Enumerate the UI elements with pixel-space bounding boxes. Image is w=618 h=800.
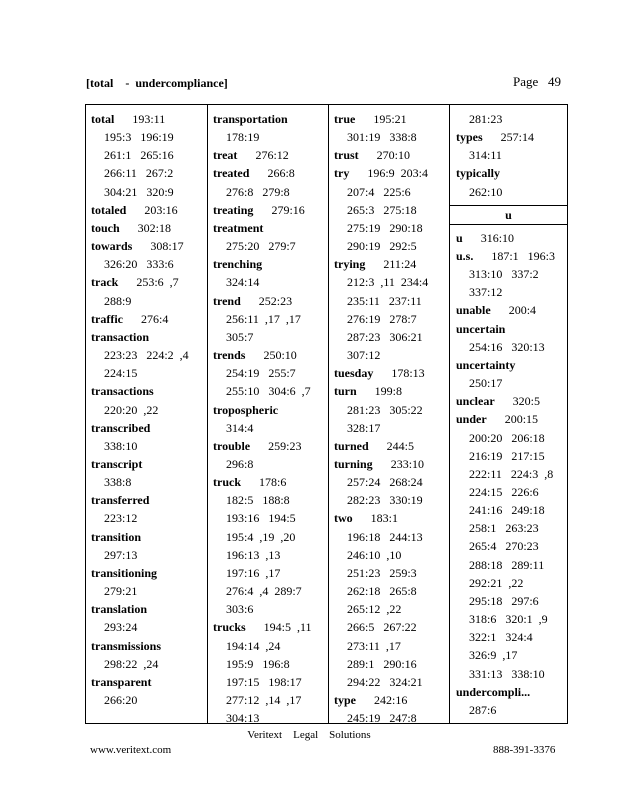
entry-headline xyxy=(456,683,567,701)
entry-term: tuesday xyxy=(334,366,374,381)
index-entry xyxy=(334,364,449,382)
index-entry xyxy=(91,201,207,219)
entry-first-ref: 257:14 xyxy=(500,130,535,145)
entry-term: trends xyxy=(213,348,246,363)
entry-headline xyxy=(213,110,328,128)
entry-headline xyxy=(91,673,207,691)
entry-first-ref: 183:1 xyxy=(370,511,399,526)
entry-first-ref: 200:4 xyxy=(508,303,537,318)
index-entry xyxy=(334,691,449,723)
index-entry xyxy=(91,491,207,527)
entry-refs: 337:12 xyxy=(469,285,503,300)
entry-headline xyxy=(91,382,207,400)
index-entry xyxy=(456,392,567,410)
entry-refs: 289:1 290:16 xyxy=(347,656,417,671)
entry-refs: 246:10 ,10 xyxy=(347,547,402,562)
index-entry xyxy=(334,509,449,691)
entry-headline xyxy=(91,219,207,237)
entry-first-ref: 211:24 xyxy=(383,257,417,272)
entry-term: type xyxy=(334,693,356,707)
entry-refs: 324:14 xyxy=(226,275,260,290)
index-entry xyxy=(456,683,567,719)
index-entry xyxy=(456,356,567,392)
index-entry xyxy=(334,255,449,364)
entry-refs: 338:8 xyxy=(104,475,132,490)
entry-refs: 281:23 305:22 xyxy=(347,402,423,417)
footer-phone: 888-391-3376 xyxy=(493,744,556,756)
index-entry xyxy=(213,473,328,618)
entry-first-ref: 194:5 ,11 xyxy=(263,620,312,635)
entry-refs: 216:19 217:15 xyxy=(469,448,545,463)
entry-refs: 241:16 249:18 xyxy=(469,503,545,518)
entry-refs: 257:24 268:24 xyxy=(347,475,423,490)
entry-refs: 290:19 292:5 xyxy=(347,239,417,254)
entry-refs: 223:23 224:2 ,4 xyxy=(104,348,189,363)
entry-headline xyxy=(91,637,207,655)
entry-refs: 276:8 279:8 xyxy=(226,184,290,199)
entry-term: treat xyxy=(213,148,238,163)
entry-refs: 222:11 224:3 ,8 xyxy=(469,466,554,481)
entry-first-ref: 196:9 203:4 xyxy=(367,166,428,181)
entry-headline xyxy=(334,455,449,473)
entry-term: uncertainty xyxy=(456,357,516,372)
entry-term: totaled xyxy=(91,202,127,217)
index-entry xyxy=(456,247,567,301)
entry-refs: 266:11 267:2 xyxy=(104,166,174,181)
entry-first-ref: 203:16 xyxy=(144,202,178,217)
entry-refs: 328:17 xyxy=(347,420,381,435)
entry-refs: 207:4 225:6 xyxy=(347,184,411,199)
entry-first-ref: 178:13 xyxy=(391,366,425,381)
entry-first-ref: 200:15 xyxy=(504,412,539,427)
index-entry xyxy=(91,419,207,455)
entry-refs: 245:19 247:8 xyxy=(347,711,417,723)
entry-headline xyxy=(91,273,207,291)
index-entry xyxy=(334,437,449,455)
entry-term: typically xyxy=(456,166,500,181)
footer-company: Veritext Legal Solutions xyxy=(247,729,371,741)
index-entry xyxy=(91,673,207,709)
entry-refs: 331:13 338:10 xyxy=(469,666,545,681)
entry-refs: 197:16 ,17 xyxy=(226,565,281,580)
entry-refs: 275:20 279:7 xyxy=(226,239,296,254)
index-entry xyxy=(91,310,207,328)
index-entry xyxy=(213,346,328,400)
entry-term: translation xyxy=(91,602,148,617)
entry-refs: 296:8 xyxy=(226,456,254,471)
entry-headline xyxy=(456,128,567,146)
entry-term: trouble xyxy=(213,438,251,453)
entry-term: try xyxy=(334,166,350,181)
entry-term: transmissions xyxy=(91,638,162,653)
entry-term: u.s. xyxy=(456,248,474,263)
entry-refs: 305:7 xyxy=(226,329,254,344)
entry-first-ref: 233:10 xyxy=(390,456,425,471)
entry-term: undercompli... xyxy=(456,684,531,699)
entry-term: turning xyxy=(334,456,373,471)
entry-refs: 261:1 265:16 xyxy=(104,148,174,163)
entry-refs: 265:3 275:18 xyxy=(347,202,417,217)
entry-first-ref: 266:8 xyxy=(267,166,295,181)
entry-refs: 288:9 xyxy=(104,293,132,308)
entry-headline xyxy=(456,229,567,247)
entry-refs: 292:21 ,22 xyxy=(469,575,524,590)
index-entry xyxy=(213,401,328,437)
index-entry xyxy=(334,164,449,255)
index-entry xyxy=(91,328,207,382)
letter-divider: u xyxy=(450,205,567,225)
index-entry xyxy=(456,320,567,356)
entry-headline xyxy=(456,301,567,319)
index-entry xyxy=(456,164,567,200)
entry-term: transitioning xyxy=(91,565,158,580)
index-entry xyxy=(213,201,328,219)
entry-term: track xyxy=(91,275,119,290)
entry-headline xyxy=(334,255,449,273)
entry-term: trend xyxy=(213,293,241,308)
entry-refs: 294:22 324:21 xyxy=(347,674,423,689)
entry-refs: 314:4 xyxy=(226,420,254,435)
entry-headline xyxy=(91,419,207,437)
entry-headline xyxy=(213,473,328,491)
entry-headline xyxy=(91,600,207,618)
entry-headline xyxy=(213,292,328,310)
entry-headline xyxy=(91,237,207,255)
entry-headline xyxy=(213,201,328,219)
entry-headline xyxy=(334,164,449,182)
entry-term: trust xyxy=(334,148,359,163)
entry-term: transactions xyxy=(91,384,154,399)
entry-term: treated xyxy=(213,166,250,181)
entry-refs: 195:3 196:19 xyxy=(104,130,174,145)
entry-refs: 298:22 ,24 xyxy=(104,656,159,671)
index-range: [total - undercompliance] xyxy=(86,76,228,90)
entry-refs: 276:19 278:7 xyxy=(347,311,417,326)
entry-term: transferred xyxy=(91,493,150,508)
entry-refs: 265:4 270:23 xyxy=(469,539,539,554)
entry-term: transcript xyxy=(91,456,143,471)
entry-headline xyxy=(213,219,328,237)
entry-refs: 193:16 194:5 xyxy=(226,511,296,526)
entry-refs: 220:20 ,22 xyxy=(104,402,159,417)
page-number: Page 49 xyxy=(513,74,562,89)
entry-refs: 195:4 ,19 ,20 xyxy=(226,529,296,544)
entry-refs: 235:11 237:11 xyxy=(347,293,422,308)
entry-first-ref: 320:5 xyxy=(512,394,541,409)
entry-refs: 277:12 ,14 ,17 xyxy=(226,693,302,707)
entry-headline xyxy=(213,437,328,455)
entry-refs: 178:19 xyxy=(226,130,260,145)
index-entry xyxy=(213,164,328,200)
entry-refs: 273:11 ,17 xyxy=(347,638,401,653)
entry-headline xyxy=(213,255,328,273)
entry-headline xyxy=(456,320,567,338)
index-entry xyxy=(456,410,567,682)
index-entry xyxy=(334,455,449,509)
entry-refs: 307:12 xyxy=(347,348,381,363)
entry-refs: 223:12 xyxy=(104,511,138,526)
index-entry xyxy=(334,146,449,164)
entry-first-ref: 250:10 xyxy=(263,348,297,363)
entry-refs: 197:15 198:17 xyxy=(226,674,302,689)
index-entry xyxy=(91,382,207,418)
entry-refs: 266:5 267:22 xyxy=(347,620,417,635)
entry-headline xyxy=(456,247,567,265)
entry-headline xyxy=(91,455,207,473)
entry-headline xyxy=(213,401,328,419)
entry-first-ref: 244:5 xyxy=(386,438,415,453)
entry-headline xyxy=(91,310,207,328)
entry-term: uncertain xyxy=(456,321,506,336)
index-column-1 xyxy=(86,105,207,723)
index-entry xyxy=(213,618,328,723)
entry-headline xyxy=(334,364,449,382)
entry-term: types xyxy=(456,130,483,145)
entry-refs: 303:6 xyxy=(226,602,254,617)
entry-term: treatment xyxy=(213,220,264,235)
entry-headline xyxy=(213,164,328,182)
entry-refs: 258:1 263:23 xyxy=(469,521,539,536)
entry-refs: 254:19 255:7 xyxy=(226,366,296,381)
entry-headline xyxy=(91,201,207,219)
entry-refs: 338:10 xyxy=(104,438,138,453)
entry-refs: 281:23 xyxy=(469,112,503,126)
entry-headline xyxy=(213,346,328,364)
index-entry xyxy=(91,564,207,600)
entry-refs: 224:15 xyxy=(104,366,138,381)
entry-refs: 254:16 320:13 xyxy=(469,339,545,354)
entry-first-ref: 195:21 xyxy=(373,112,407,126)
index-entry xyxy=(91,528,207,564)
entry-term: under xyxy=(456,412,487,427)
entry-refs: 287:23 306:21 xyxy=(347,329,423,344)
entry-term: truck xyxy=(213,475,241,490)
entry-refs: 182:5 188:8 xyxy=(226,493,290,508)
entry-headline xyxy=(456,164,567,182)
index-entry xyxy=(91,600,207,636)
index-entry xyxy=(456,128,567,164)
entry-term: total xyxy=(91,112,115,126)
entry-first-ref: 270:10 xyxy=(376,148,411,163)
entry-headline xyxy=(213,618,328,636)
entry-refs: 256:11 ,17 ,17 xyxy=(226,311,301,326)
entry-first-ref: 308:17 xyxy=(150,239,184,254)
entry-term: trenching xyxy=(213,257,263,272)
entry-headline xyxy=(91,110,207,128)
entry-term: u xyxy=(456,230,463,245)
entry-headline xyxy=(334,110,449,128)
index-entry xyxy=(334,110,449,146)
entry-refs: 255:10 304:6 ,7 xyxy=(226,384,311,399)
entry-headline xyxy=(334,691,449,709)
entry-term: treating xyxy=(213,202,254,217)
entry-refs: 293:24 xyxy=(104,620,138,635)
index-entry xyxy=(334,382,449,436)
entry-refs: 251:23 259:3 xyxy=(347,565,417,580)
index-column-2 xyxy=(207,105,328,723)
entry-refs: 196:13 ,13 xyxy=(226,547,281,562)
entry-refs: 282:23 330:19 xyxy=(347,493,423,508)
index-column-3 xyxy=(328,105,449,723)
entry-headline xyxy=(334,382,449,400)
entry-term: turn xyxy=(334,384,357,399)
entry-refs: 276:4 ,4 289:7 xyxy=(226,584,302,599)
entry-first-ref: 259:23 xyxy=(268,438,302,453)
entry-term: touch xyxy=(91,220,120,235)
index-entry xyxy=(91,455,207,491)
index-entry xyxy=(456,229,567,247)
entry-term: trying xyxy=(334,257,366,272)
entry-headline xyxy=(456,410,567,428)
entry-headline xyxy=(91,528,207,546)
entry-first-ref: 302:18 xyxy=(137,220,172,235)
entry-first-ref: 178:6 xyxy=(259,475,287,490)
entry-term: true xyxy=(334,112,356,126)
index-entry xyxy=(213,110,328,146)
entry-term: two xyxy=(334,511,353,526)
entry-refs: 200:20 206:18 xyxy=(469,430,545,445)
index-entry xyxy=(213,437,328,473)
entry-refs: 266:20 xyxy=(104,693,138,707)
entry-term: trucks xyxy=(213,620,246,635)
entry-refs: 196:18 244:13 xyxy=(347,529,423,544)
index-entry xyxy=(91,637,207,673)
entry-first-ref: 276:4 xyxy=(140,311,169,326)
entry-refs: 304:13 xyxy=(226,711,260,723)
entry-headline xyxy=(213,146,328,164)
entry-first-ref: 316:10 xyxy=(480,230,515,245)
index-entry xyxy=(213,146,328,164)
entry-headline xyxy=(456,392,567,410)
entry-headline xyxy=(334,146,449,164)
index-entry xyxy=(213,255,328,291)
entry-term: tropospheric xyxy=(213,402,279,417)
index-entry xyxy=(91,273,207,309)
entry-refs: 224:15 226:6 xyxy=(469,484,539,499)
entry-refs: 275:19 290:18 xyxy=(347,220,423,235)
footer-website: www.veritext.com xyxy=(90,744,172,756)
entry-refs: 304:21 320:9 xyxy=(104,184,174,199)
entry-refs: 314:11 xyxy=(469,148,502,163)
entry-refs: 287:6 xyxy=(469,702,497,717)
entry-first-ref: 242:16 xyxy=(374,693,408,707)
entry-refs: 194:14 ,24 xyxy=(226,638,281,653)
entry-refs: 297:13 xyxy=(104,547,138,562)
index-entry xyxy=(456,301,567,319)
entry-refs: 326:20 333:6 xyxy=(104,257,174,272)
entry-headline xyxy=(91,564,207,582)
index-entry xyxy=(91,219,207,237)
entry-refs: 262:10 xyxy=(469,184,503,199)
entry-term: unclear xyxy=(456,394,495,409)
entry-term: transition xyxy=(91,529,142,544)
entry-refs: 326:9 ,17 xyxy=(469,648,518,663)
entry-term: transportation xyxy=(213,112,288,126)
index-entry xyxy=(456,110,567,128)
entry-first-ref: 199:8 xyxy=(374,384,403,399)
index-entry xyxy=(213,219,328,255)
index-entry xyxy=(91,237,207,273)
entry-first-ref: 276:12 xyxy=(255,148,289,163)
index-entry xyxy=(213,292,328,346)
entry-refs: 195:9 196:8 xyxy=(226,656,290,671)
entry-refs: 262:18 265:8 xyxy=(347,584,417,599)
entry-refs: 212:3 ,11 234:4 xyxy=(347,275,429,290)
entry-refs: 288:18 289:11 xyxy=(469,557,545,572)
entry-headline xyxy=(334,437,449,455)
entry-headline xyxy=(91,328,207,346)
entry-headline xyxy=(334,509,449,527)
entry-refs: 250:17 xyxy=(469,376,503,391)
entry-term: towards xyxy=(91,239,133,254)
entry-term: traffic xyxy=(91,311,123,326)
entry-term: transparent xyxy=(91,674,152,689)
index-entry xyxy=(91,110,207,201)
entry-refs: 301:19 338:8 xyxy=(347,130,417,145)
entry-refs: 318:6 320:1 ,9 xyxy=(469,612,548,627)
index-grid xyxy=(85,104,568,724)
index-column-4 xyxy=(449,105,567,723)
entry-first-ref: 187:1 196:3 xyxy=(491,248,556,263)
entry-refs: 322:1 324:4 xyxy=(469,630,533,645)
entry-headline xyxy=(456,356,567,374)
entry-term: unable xyxy=(456,303,491,318)
entry-term: transcribed xyxy=(91,420,151,435)
entry-term: turned xyxy=(334,438,369,453)
entry-first-ref: 193:11 xyxy=(132,112,166,126)
entry-term: transaction xyxy=(91,329,149,344)
entry-refs: 313:10 337:2 xyxy=(469,267,539,282)
entry-refs: 265:12 ,22 xyxy=(347,602,402,617)
entry-refs: 279:21 xyxy=(104,584,138,599)
entry-refs: 295:18 297:6 xyxy=(469,593,539,608)
entry-headline xyxy=(91,491,207,509)
entry-first-ref: 279:16 xyxy=(271,202,305,217)
entry-first-ref: 252:23 xyxy=(258,293,293,308)
entry-first-ref: 253:6 ,7 xyxy=(136,275,179,290)
